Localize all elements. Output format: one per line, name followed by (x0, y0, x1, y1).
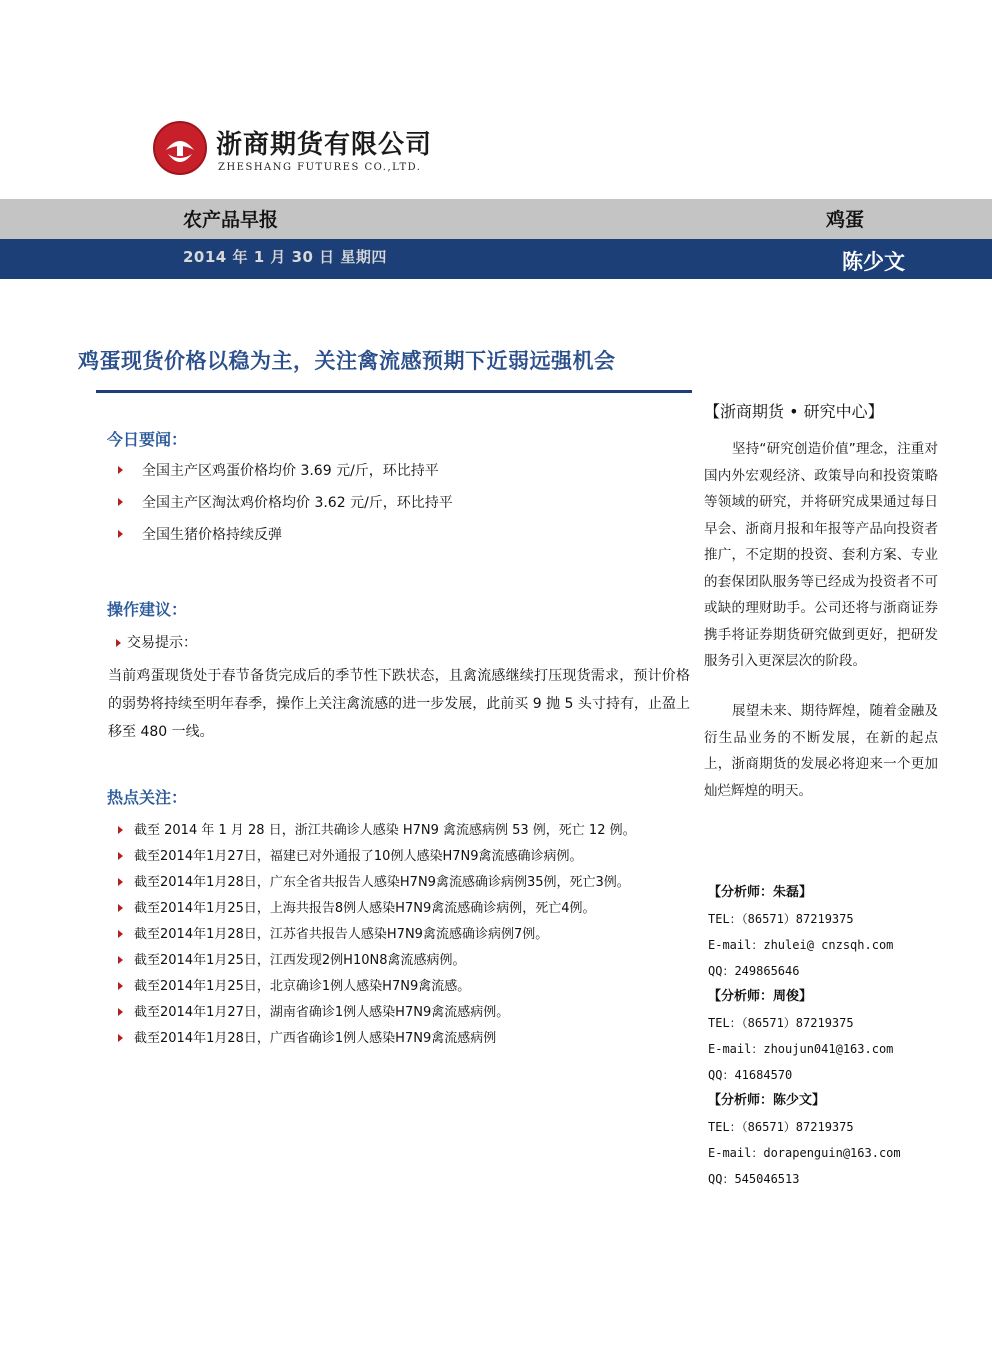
research-center-intro: 坚持“研究创造价值”理念，注重对国内外宏观经济、政策导向和投资策略等领域的研究，并将研究成果通过每日早会、浙商月报和年报等产品向投资者推广，不定期的投资、套利方案、专业的套保团队服务等已经成为投资者不可或缺的理财助手。公司还将与浙商证券携手将证券期货研究做到更好，把研发服务引入更深层次的阶段。 (704, 441, 938, 669)
company-logo-icon (152, 120, 208, 176)
company-logo (152, 118, 432, 178)
company-name-cn: 浙商期货有限公司 (216, 130, 433, 160)
bullet-arrow-icon (118, 982, 123, 990)
bullet-arrow-icon (118, 852, 123, 860)
research-center-title: 【浙商期货 • 研究中心】 (704, 402, 884, 421)
list-item: 截至2014年1月25日，上海共报告8例人感染H7N9禽流感确诊病例，死亡4例。 (118, 896, 636, 922)
bullet-arrow-icon (118, 498, 123, 506)
header-bar-bottom (0, 239, 992, 279)
trade-tip-label: 交易提示： (127, 635, 197, 651)
trade-tip (116, 632, 197, 652)
list-item: 全国生猪价格持续反弹 (118, 519, 453, 551)
title-divider (96, 390, 692, 393)
list-item: 截至2014年1月27日，福建已对外通报了10例人感染H7N9禽流感确诊病例。 (118, 844, 636, 870)
bullet-arrow-icon (118, 956, 123, 964)
analyst-tel: TEL：（86571）87219375 (708, 912, 854, 926)
research-center-outlook: 展望未来、期待辉煌，随着金融及衍生品业务的不断发展，在新的起点上，浙商期货的发展必将迎来一个更加灿烂辉煌的明天。 (704, 703, 938, 799)
bullet-arrow-icon (118, 1034, 123, 1042)
list-item: 截至2014年1月28日，江苏省共报告人感染H7N9禽流感确诊病例7例。 (118, 922, 636, 948)
bullet-arrow-icon (118, 826, 123, 834)
analyst-contact (708, 880, 948, 1192)
list-item: 截至2014年1月27日，湖南省确诊1例人感染H7N9禽流感病例。 (118, 1000, 636, 1026)
advice-text: 当前鸡蛋现货处于春节备货完成后的季节性下跌状态，且禽流感继续打压现货需求，预计价格的弱势将持续至明年春季，操作上关注禽流感的进一步发展，此前买 9 抛 5 头寸持有，止盈上移至 480 一线。 (108, 668, 690, 740)
bullet-arrow-icon (118, 904, 123, 912)
analyst-email: E-mail：zhulei@ cnzsqh.com (708, 938, 894, 952)
analyst-name: 【分析师：周俊】 (708, 989, 813, 1004)
analyst-tel: TEL：（86571）87219375 (708, 1016, 854, 1030)
bullet-arrow-icon (118, 530, 123, 538)
analyst-qq: QQ：249865646 (708, 964, 800, 978)
page-title: 鸡蛋现货价格以稳为主，关注禽流感预期下近弱远强机会 (78, 349, 616, 373)
bullet-arrow-icon (118, 466, 123, 474)
analyst-tel: TEL：（86571）87219375 (708, 1120, 854, 1134)
hot-heading: 热点关注： (107, 788, 188, 807)
news-heading: 今日要闻： (107, 430, 188, 449)
bullet-arrow-icon (118, 930, 123, 938)
report-type: 农产品早报 (183, 209, 279, 231)
analyst-name: 【分析师：朱磊】 (708, 885, 813, 900)
list-item: 截至2014年1月25日，北京确诊1例人感染H7N9禽流感。 (118, 974, 636, 1000)
report-date: 2014 年 1 月 30 日 星期四 (183, 248, 387, 266)
bullet-arrow-icon (118, 878, 123, 886)
list-item: 截至2014年1月28日，广西省确诊1例人感染H7N9禽流感病例 (118, 1026, 636, 1052)
news-list (118, 455, 453, 551)
list-item: 截至2014年1月25日，江西发现2例H10N8禽流感病例。 (118, 948, 636, 974)
list-item: 截至 2014 年 1 月 28 日，浙江共确诊人感染 H7N9 禽流感病例 53 例，死亡 12 例。 (118, 818, 636, 844)
hot-list (118, 818, 636, 1052)
list-item: 截至2014年1月28日，广东全省共报告人感染H7N9禽流感确诊病例35例，死亡3例。 (118, 870, 636, 896)
advice-heading: 操作建议： (107, 600, 188, 619)
commodity-label: 鸡蛋 (826, 209, 865, 231)
list-item: 全国主产区淘汰鸡价格均价 3.62 元/斤，环比持平 (118, 487, 453, 519)
bullet-arrow-icon (116, 639, 121, 647)
company-name-en: ZHESHANG FUTURES CO.,LTD. (218, 162, 422, 173)
analyst-qq: QQ：545046513 (708, 1172, 800, 1186)
list-item: 全国主产区鸡蛋价格均价 3.69 元/斤，环比持平 (118, 455, 453, 487)
author-name: 陈少文 (842, 250, 905, 274)
header-bar-top (0, 199, 992, 239)
bullet-arrow-icon (118, 1008, 123, 1016)
analyst-email: E-mail：dorapenguin@163.com (708, 1146, 901, 1160)
analyst-name: 【分析师：陈少文】 (708, 1093, 826, 1108)
analyst-email: E-mail：zhoujun041@163.com (708, 1042, 894, 1056)
analyst-qq: QQ：41684570 (708, 1068, 793, 1082)
